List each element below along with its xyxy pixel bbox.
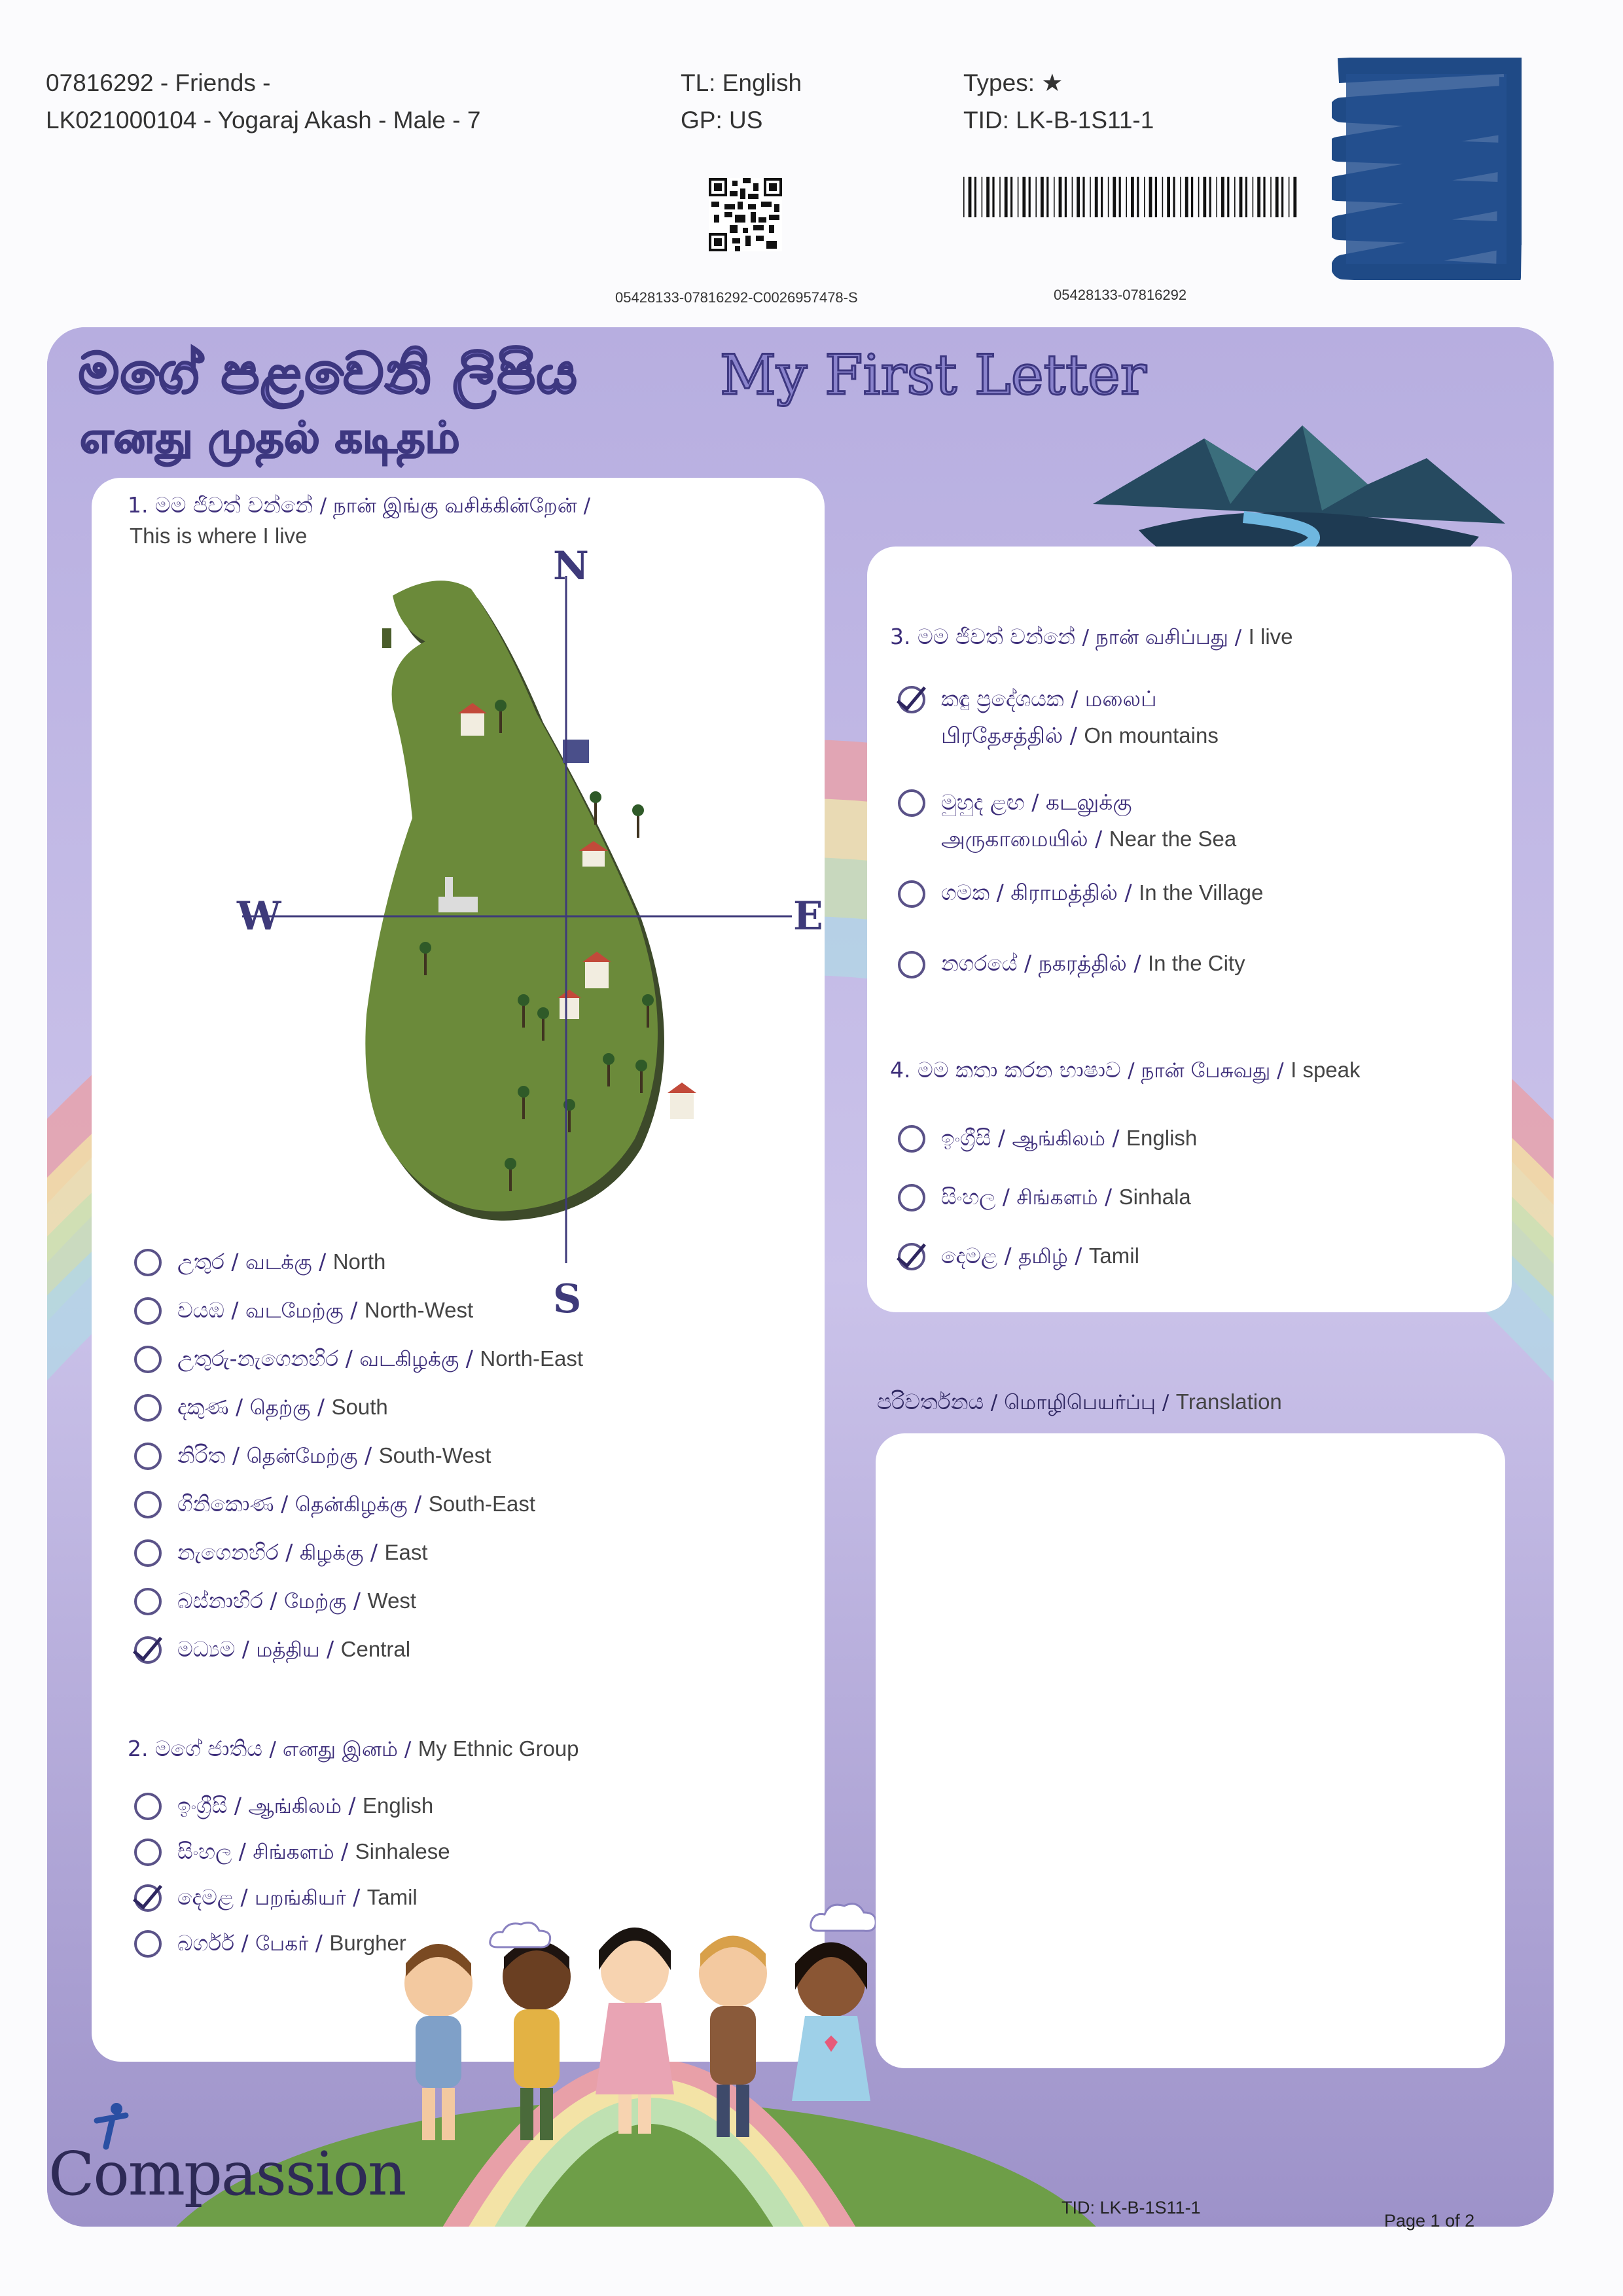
q1-radio-north-west[interactable] [134, 1297, 162, 1325]
q1-label-si: මම ජිවත් වන්නේ [155, 492, 313, 518]
opt-line1: ගමක / கிராமத்தில் [941, 880, 1118, 905]
opt-si: ඉංග්‍රීසි [177, 1792, 228, 1818]
opt-en: Tamil [1088, 1243, 1139, 1268]
q2-label [128, 1736, 579, 1764]
opt-ta: ஆங்கிலம் [248, 1794, 342, 1818]
barcode-bar [1234, 177, 1236, 217]
q4-label-ta: / நான் பேசுவது / [1128, 1059, 1284, 1083]
q1-label-ta: / நான் இங்கு வசிக்கின்றேன் / [319, 494, 591, 518]
q1-option-south-east[interactable]: ගිනිකොණ / தென்கிழக்கு / South-East [134, 1486, 658, 1523]
q3-options [898, 681, 1487, 983]
opt-si: බස්නාහිර [177, 1587, 263, 1613]
barcode-bar [1005, 177, 1008, 217]
barcode-bar [1257, 177, 1260, 217]
q4-radio-tamil-checked[interactable] [898, 1243, 925, 1270]
q3-label [890, 624, 1293, 652]
barcode-bar [1203, 177, 1206, 217]
q3-option-village[interactable]: ගමක / கிராமத்தில் / In the Village [898, 876, 1487, 912]
barcode-bar [1137, 177, 1139, 217]
opt-en: North-East [480, 1346, 584, 1371]
q2-radio-sinhalese[interactable] [134, 1839, 162, 1866]
barcode-bar [974, 177, 976, 217]
q4-options [898, 1121, 1487, 1275]
q1-radio-central-checked[interactable] [134, 1636, 162, 1664]
barcode-bar [1185, 177, 1188, 217]
compass-west: W [237, 893, 281, 939]
q4-label-en: I speak [1291, 1058, 1361, 1082]
barcode-bar [986, 177, 990, 217]
header-types: Types: ★ [963, 69, 1063, 96]
barcode-text: 05428133-07816292 [1054, 287, 1187, 303]
barcode-bar [1191, 177, 1193, 217]
q4-radio-english[interactable] [898, 1125, 925, 1153]
q1-radio-south[interactable] [134, 1394, 162, 1422]
opt-si: දකුණ [177, 1393, 229, 1420]
q1-radio-north-east[interactable] [134, 1346, 162, 1373]
translation-label-ta: / மொழிபெயர்ப்பு / [990, 1391, 1169, 1414]
barcode-bar [1209, 177, 1211, 217]
opt-en: On mountains [1084, 723, 1219, 747]
children-illustration [393, 1911, 890, 2160]
barcode-bar [1245, 177, 1247, 217]
header-line2: LK021000104 - Yogaraj Akash - Male - 7 [46, 107, 481, 134]
q2-option-sinhalese[interactable]: සිංහල / சிங்களம் / Sinhalese [134, 1834, 658, 1871]
barcode-bar [1227, 177, 1229, 217]
q2-radio-tamil-checked[interactable] [134, 1884, 162, 1912]
opt-si: බර්ගර් [177, 1929, 235, 1956]
barcode-bar [1293, 177, 1296, 217]
q3-radio-sea[interactable] [898, 789, 925, 817]
header-language [681, 64, 802, 139]
barcode-bar [1072, 177, 1073, 217]
barcode-bar [1022, 177, 1026, 217]
opt-line1: නගරයේ / நகரத்தில் [941, 950, 1127, 976]
q3-option-mountains[interactable]: කඳු ප්‍රදේශයක / மலைப் பிரதேசத்தில் / On mountains [898, 681, 1487, 764]
title-tamil: எனது முதல் கடிதம் [80, 412, 460, 463]
opt-line1: කඳු ප්‍රදේශයක / மலைப் [941, 686, 1157, 711]
q1-option-north-east[interactable]: උතුරු-නැගෙනහිර / வடகிழக்கு / North-East [134, 1341, 658, 1378]
barcode-bar [1240, 177, 1243, 217]
opt-ta: ஆங்கிலம் [1012, 1126, 1105, 1151]
translation-label-en: Translation [1175, 1390, 1282, 1414]
q4-option-sinhala[interactable]: සිංහල / சிங்களம் / Sinhala [898, 1179, 1487, 1216]
barcode-bar [1155, 177, 1157, 217]
opt-en: East [384, 1539, 428, 1564]
compass-south: S [553, 1276, 582, 1322]
barcode-bar [1077, 177, 1080, 217]
q4-label-si: මම කතා කරන භාෂාව [918, 1057, 1121, 1083]
barcode-bar [1041, 177, 1044, 217]
q1-radio-east[interactable] [134, 1539, 162, 1567]
opt-ta: தமிழ் [1018, 1244, 1068, 1268]
q1-option-west[interactable]: බස්නාහිර / மேற்கு / West [134, 1583, 658, 1620]
opt-si: සිංහල [941, 1183, 996, 1210]
opt-si: නැගෙනහිර [177, 1539, 279, 1565]
q2-label-en: My Ethnic Group [418, 1736, 579, 1761]
opt-en: Sinhala [1118, 1184, 1191, 1209]
barcode-bar [1113, 177, 1116, 217]
opt-si: දෙමළ [177, 1884, 234, 1910]
title-english: My First Letter [720, 343, 1147, 407]
q1-radio-south-east[interactable] [134, 1491, 162, 1518]
q1-option-south[interactable]: දකුණ / தெற்கு / South [134, 1390, 658, 1426]
q1-radio-west[interactable] [134, 1588, 162, 1615]
q2-radio-burgher[interactable] [134, 1930, 162, 1958]
opt-si: උතුර [177, 1248, 224, 1274]
barcode-bar [1144, 177, 1145, 217]
opt-si: වයඹ [177, 1297, 224, 1323]
q1-radio-south-west[interactable] [134, 1443, 162, 1470]
q1-num: 1. [128, 492, 149, 518]
header-type [963, 64, 1154, 139]
barcode-bar [1131, 177, 1134, 217]
redaction-scribble [1332, 58, 1522, 280]
barcode-bar [1126, 177, 1127, 217]
q2-option-english[interactable]: ඉංග්‍රීසි / ஆங்கிலம் / English [134, 1788, 658, 1825]
translation-box[interactable] [876, 1433, 1505, 2068]
q1-options [134, 1244, 658, 1668]
barcode-bar [1263, 177, 1265, 217]
barcode-bar [992, 177, 994, 217]
barcode-bar [1046, 177, 1048, 217]
barcode-bar [963, 177, 965, 217]
q4-option-english[interactable]: ඉංග්‍රීසි / ஆங்கிலம் / English [898, 1121, 1487, 1157]
translation-label [877, 1389, 1282, 1417]
opt-en: In the City [1148, 951, 1245, 975]
q2-option-burgher[interactable]: බර්ගර් / பேகர் / Burgher [134, 1926, 658, 1962]
header-tid: TID: LK-B-1S11-1 [963, 107, 1154, 134]
opt-ta: வடகிழக்கு [359, 1347, 459, 1371]
q4-num: 4. [890, 1057, 911, 1083]
barcode-bar [1216, 177, 1217, 217]
q2-label-si: මගේ ජාතිය [155, 1736, 263, 1761]
barcode-bar [969, 177, 972, 217]
barcode-bar [1035, 177, 1037, 217]
qr-code-text: 05428133-07816292-C0026957478-S [615, 289, 858, 306]
q4-label [890, 1057, 1361, 1085]
barcode-bar [1275, 177, 1279, 217]
footer-tid: TID: LK-B-1S11-1 [1061, 2198, 1201, 2217]
opt-ta: தென்மேற்கு [246, 1444, 358, 1468]
opt-si: උතුරු-නැගෙනහිර [177, 1345, 339, 1371]
opt-line2: அருகாமையில் [941, 826, 1088, 852]
barcode-bar [1101, 177, 1103, 217]
barcode-bar [1018, 177, 1019, 217]
q2-radio-english[interactable] [134, 1793, 162, 1820]
opt-ta: மத்திய [256, 1638, 320, 1662]
q3-label-en: I live [1248, 624, 1293, 649]
opt-en: West [367, 1588, 417, 1613]
q2-option-tamil[interactable]: දෙමළ / பறங்கியர் / Tamil [134, 1880, 658, 1916]
opt-ta: வடமேற்கு [245, 1299, 344, 1323]
q3-option-sea[interactable]: මුහුද ළඟ / கடலுக்கு அருகாமையில் / Near the Sea [898, 784, 1487, 882]
barcode-bar [1010, 177, 1012, 217]
opt-en: Central [340, 1636, 411, 1661]
header-line1: 07816292 - Friends - [46, 69, 271, 96]
barcode-bar [1108, 177, 1109, 217]
barcode-bar [1162, 177, 1164, 217]
compass-east: E [793, 893, 823, 939]
opt-en: South-West [378, 1443, 491, 1467]
q1-radio-north[interactable] [134, 1249, 162, 1276]
q1-label [128, 492, 590, 520]
opt-ta: பேகர் [255, 1931, 309, 1956]
header-gp: GP: US [681, 107, 763, 134]
barcode-bar [1167, 177, 1170, 217]
opt-si: දෙමළ [941, 1242, 998, 1268]
barcode-bar [1173, 177, 1175, 217]
opt-ta: சிங்களம் [1016, 1185, 1098, 1210]
q1-option-north-west[interactable]: වයඹ / வடமேற்கு / North-West [134, 1293, 658, 1329]
opt-ta: மேற்கு [284, 1589, 347, 1613]
q3-label-si: මම ජිවත් වන්නේ [918, 624, 1076, 649]
compass-north: N [553, 543, 589, 589]
opt-en: Near the Sea [1109, 827, 1237, 851]
translation-label-si: පරිවර්තනය [877, 1389, 984, 1414]
cloud-icon [805, 1898, 883, 1937]
opt-si: ඉංග්‍රීසි [941, 1124, 991, 1151]
q1-option-north[interactable]: උතුර / வடக்கு / North [134, 1244, 658, 1281]
barcode-bar [1198, 177, 1200, 217]
q1-option-central[interactable]: මධ්‍යම / மத்திய / Central [134, 1632, 658, 1668]
opt-ta: கிழக்கு [299, 1541, 364, 1565]
barcode-bar [1221, 177, 1224, 217]
cloud-icon [484, 1918, 556, 1954]
sri-lanka-map [229, 543, 818, 1263]
title-sinhala: මගේ පළවෙනි ලිපිය [79, 340, 579, 406]
q3-label-ta: / நான் வசிப்பது / [1082, 626, 1242, 649]
opt-en: Burgher [329, 1930, 406, 1955]
opt-si: මධ්‍යම [177, 1636, 236, 1662]
opt-ta: தென்கிழக்கு [294, 1492, 408, 1516]
header-tl: TL: English [681, 69, 802, 96]
barcode-bar [1082, 177, 1084, 217]
opt-en: English [1126, 1125, 1198, 1150]
page-number: Page 1 of 2 [1384, 2211, 1475, 2231]
barcode-bar [1059, 177, 1062, 217]
q4-option-tamil[interactable]: දෙමළ / தமிழ் / Tamil [898, 1238, 1487, 1275]
barcode-bar [1119, 177, 1121, 217]
opt-en: Sinhalese [355, 1839, 450, 1863]
opt-en: South [331, 1394, 388, 1419]
q3-radio-village[interactable] [898, 880, 925, 908]
barcode-bar [1029, 177, 1031, 217]
opt-en: South-East [428, 1491, 535, 1516]
opt-si: ගිනිකොණ [177, 1490, 274, 1516]
q1-option-south-west[interactable]: නිරිත / தென்மேற்கு / South-West [134, 1438, 658, 1475]
compassion-logo: Compassion [48, 2139, 406, 2209]
barcode-bar [1180, 177, 1181, 217]
opt-en: English [363, 1793, 434, 1818]
opt-ta: பறங்கியர் [255, 1886, 346, 1910]
barcode-bar [999, 177, 1001, 217]
barcode-bar [1149, 177, 1152, 217]
opt-ta: சிங்களம் [253, 1840, 334, 1864]
opt-ta: தெற்கு [249, 1395, 311, 1420]
opt-en: North [332, 1249, 386, 1274]
q1-label-en: This is where I live [130, 524, 308, 548]
barcode-bar [1095, 177, 1098, 217]
barcode-bar [1281, 177, 1283, 217]
q1-option-east[interactable]: නැගෙනහිර / கிழக்கு / East [134, 1535, 658, 1571]
q3-radio-mountains-checked[interactable] [898, 686, 925, 713]
barcode-bar [1253, 177, 1254, 217]
barcode-bar [982, 177, 983, 217]
q2-num: 2. [128, 1736, 149, 1761]
opt-si: සිංහල [177, 1838, 232, 1864]
q4-radio-sinhala[interactable] [898, 1184, 925, 1211]
q3-num: 3. [890, 624, 911, 649]
barcode-bar [1065, 177, 1067, 217]
opt-en: North-West [364, 1297, 474, 1322]
q3-option-city[interactable]: නගරයේ / நகரத்தில் / In the City [898, 946, 1487, 983]
opt-line1: මුහුද ළඟ / கடலுக்கு [941, 789, 1132, 815]
barcode-bar [1090, 177, 1091, 217]
barcode-bar [1054, 177, 1055, 217]
barcode-bar [1270, 177, 1272, 217]
q2-label-ta: / எனது இனம் / [269, 1738, 412, 1761]
opt-ta: வடக்கு [245, 1250, 312, 1274]
qr-code [709, 178, 782, 251]
barcode [963, 177, 1297, 217]
opt-en: In the Village [1139, 880, 1264, 905]
opt-en: Tamil [366, 1884, 418, 1909]
opt-line2: பிரதேசத்தில் [941, 723, 1063, 748]
q3-radio-city[interactable] [898, 951, 925, 978]
header-info [46, 64, 480, 139]
barcode-bar [1289, 177, 1290, 217]
opt-si: නිරිත [177, 1442, 226, 1468]
